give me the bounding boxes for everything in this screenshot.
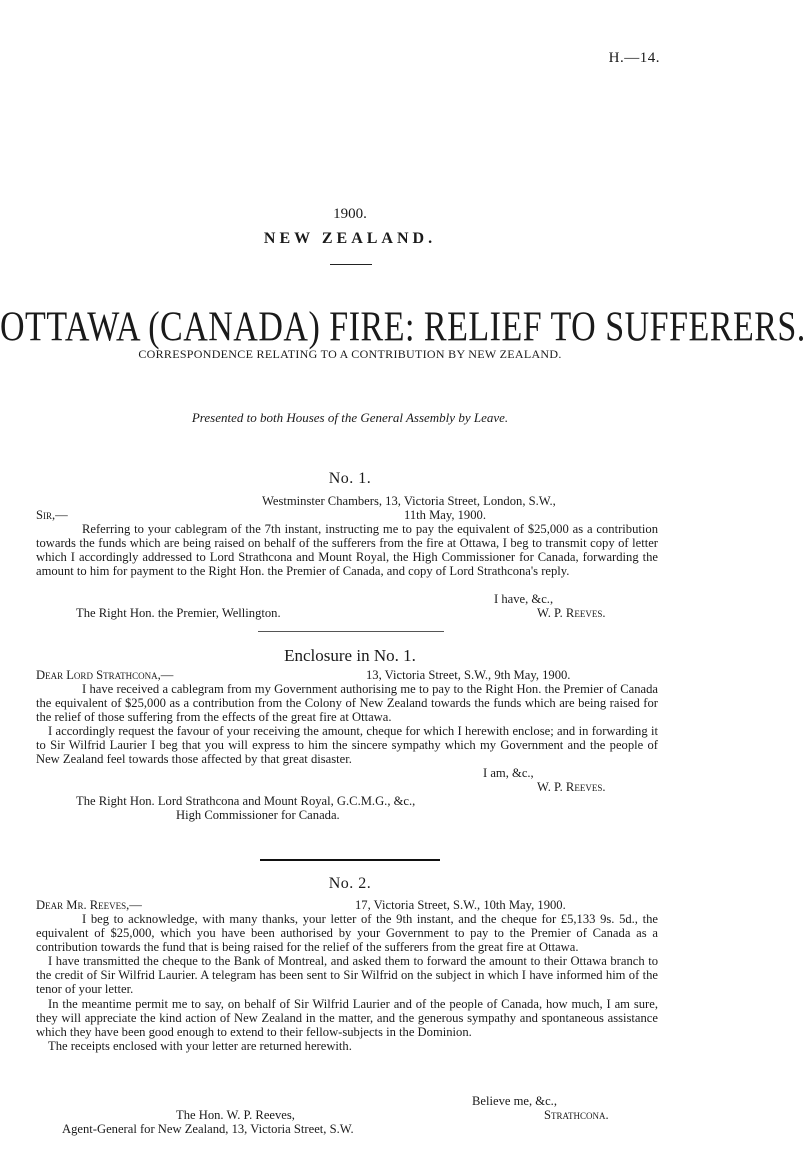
letter-body bbox=[36, 522, 658, 578]
salutation: Sir,— bbox=[36, 508, 68, 522]
paragraph: I beg to acknowledge, with many thanks, your letter of the 9th instant, and the cheque for £5,133 9s. 5d., the equivalent of $25,000, which you have been authorised by your Government to pay to the Premier of Canada as a contribution towards the fund that is being raised for the relief of the sufferers from the great fire at Ottawa. bbox=[36, 912, 658, 955]
section-heading-no1: No. 1. bbox=[328, 470, 372, 487]
letter-recipient-title: High Commissioner for Canada. bbox=[176, 808, 340, 822]
paragraph: The receipts enclosed with your letter are returned herewith. bbox=[48, 1038, 352, 1053]
salutation: Dear Mr. Reeves,— bbox=[36, 898, 142, 912]
paragraph: Referring to your cablegram of the 7th instant, instructing me to pay the equivalent of $25,000 as a contribution towards the funds which are being raised on behalf of the sufferers from the fire at Ottawa, I beg to transmit copy of letter which I accordingly addressed to Lord Strathcona and Mount Royal, the High Commissioner for Canada, forwarding the amount to him for payment to the Right Hon. the Premier of Canada, and copy of Lord Strathcona's reply. bbox=[36, 522, 658, 579]
letter-closing: I am, &c., bbox=[483, 766, 534, 780]
paragraph: In the meantime permit me to say, on behalf of Sir Wilfrid Laurier and of the people of Canada, how much, I am sure, they will appreciate the kind action of New Zealand in the matter, and the generous sympathy and spontaneous assistance which they have been good enough to extend to their fellow-subjects in the Dominion. bbox=[36, 996, 658, 1039]
letter-address-date: 17, Victoria Street, S.W., 10th May, 1900. bbox=[355, 898, 566, 912]
salutation: Dear Lord Strathcona,— bbox=[36, 668, 174, 682]
document-title: OTTAWA (CANADA) FIRE: RELIEF TO SUFFERERS. bbox=[0, 304, 806, 351]
letter-recipient: The Hon. W. P. Reeves, bbox=[176, 1108, 295, 1122]
divider bbox=[258, 631, 444, 632]
letter-body bbox=[36, 682, 658, 767]
paragraph: I have received a cablegram from my Government authorising me to pay to the Right Hon. the Premier of Canada the equivalent of $25,000 as a contribution from the Colony of New Zealand towards the funds which are being raised for the relief of those suffering from the effects of the great fire at Ottawa. bbox=[36, 682, 658, 725]
letter-date: 11th May, 1900. bbox=[404, 508, 486, 522]
letter-body bbox=[36, 912, 658, 1053]
letter-signature: W. P. Reeves. bbox=[537, 606, 606, 620]
letter-recipient: The Right Hon. the Premier, Wellington. bbox=[76, 606, 281, 620]
country-heading: NEW ZEALAND. bbox=[263, 230, 437, 247]
year: 1900. bbox=[333, 206, 367, 222]
letter-recipient-title: Agent-General for New Zealand, 13, Victoria Street, S.W. bbox=[62, 1122, 354, 1136]
divider bbox=[260, 859, 440, 861]
letter-address: Westminster Chambers, 13, Victoria Street, London, S.W., bbox=[262, 494, 556, 508]
letter-signature: Strathcona. bbox=[544, 1108, 609, 1122]
paragraph: I accordingly request the favour of your receiving the amount, cheque for which I herewith enclose; and in forwarding it to Sir Wilfrid Laurier I beg that you will express to him the sincere sympathy which my Government and the people of New Zealand feel towards those affected by that great disaster. bbox=[36, 724, 658, 767]
letter-recipient: The Right Hon. Lord Strathcona and Mount Royal, G.C.M.G., &c., bbox=[76, 794, 416, 808]
letter-closing: Believe me, &c., bbox=[472, 1094, 557, 1108]
divider bbox=[330, 264, 372, 265]
letter-address-date: 13, Victoria Street, S.W., 9th May, 1900. bbox=[366, 668, 571, 682]
paragraph: I have transmitted the cheque to the Bank of Montreal, and asked them to forward the amount to their Ottawa branch to the credit of Sir Wilfrid Laurier. A telegram has been sent to Sir Wilfrid on the subject in which I have informed him of the tenor of your letter. bbox=[36, 954, 658, 997]
presented-note: Presented to both Houses of the General Assembly by Leave. bbox=[191, 410, 509, 425]
page-reference: H.—14. bbox=[608, 50, 660, 66]
document-subtitle: CORRESPONDENCE RELATING TO A CONTRIBUTION BY NEW ZEALAND. bbox=[138, 347, 562, 361]
letter-signature: W. P. Reeves. bbox=[537, 780, 606, 794]
enclosure-heading: Enclosure in No. 1. bbox=[284, 646, 416, 665]
letter-closing: I have, &c., bbox=[494, 592, 554, 606]
section-heading-no2: No. 2. bbox=[328, 875, 372, 892]
